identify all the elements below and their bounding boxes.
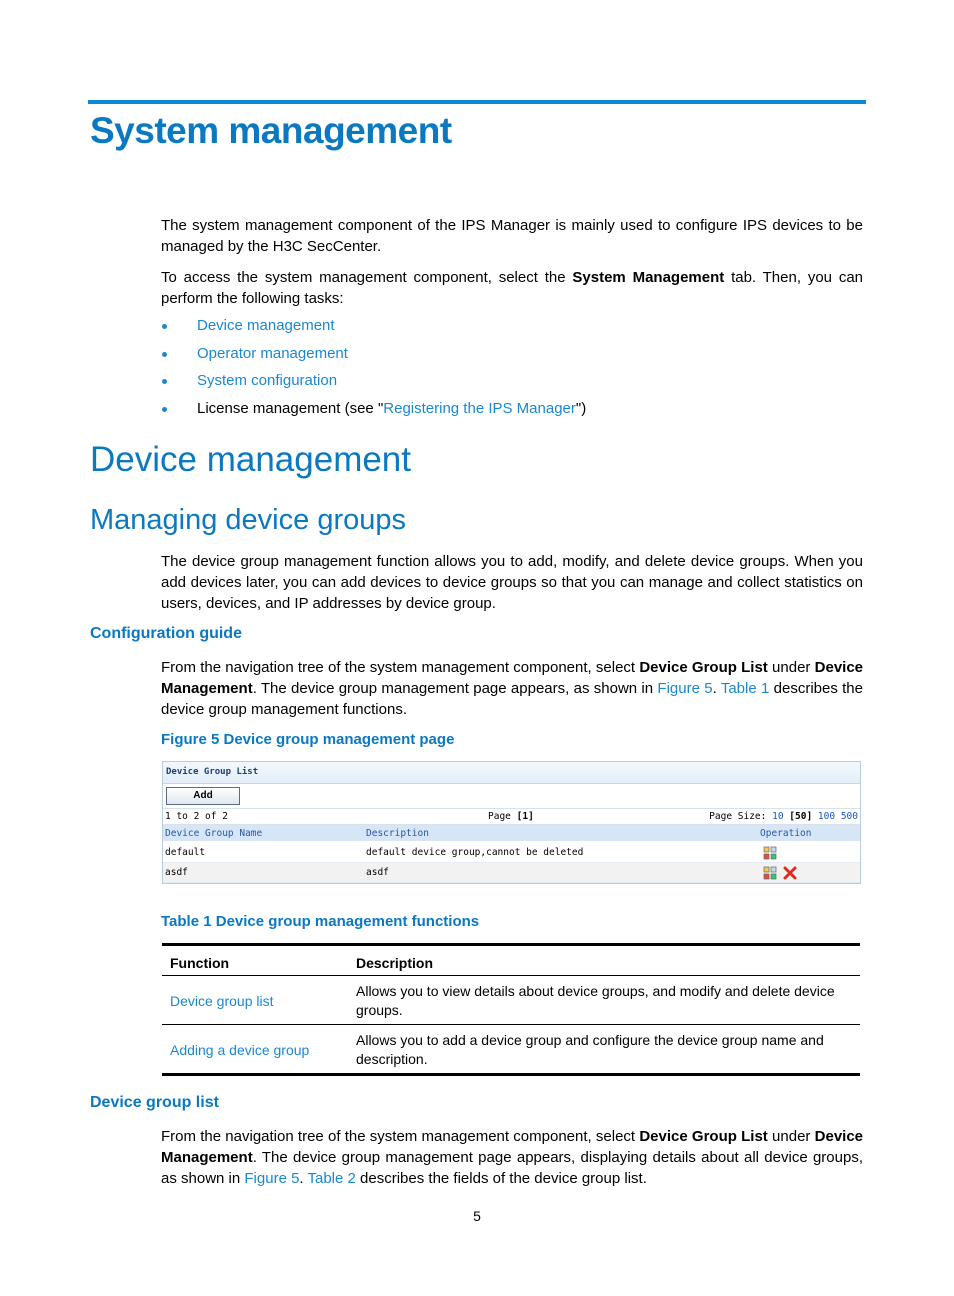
title-rule [88, 100, 866, 104]
modify-icon[interactable] [763, 846, 777, 860]
group-name: default [165, 847, 206, 858]
figure-caption: Figure 5 Device group management page [161, 731, 455, 748]
group-description: default device group,cannot be deleted [366, 847, 584, 858]
functions-table [162, 943, 860, 1076]
pagination-bar [163, 808, 860, 825]
adding-device-group-link[interactable]: Adding a device group [162, 1025, 348, 1075]
page-size-50: [50] [789, 811, 813, 822]
system-configuration-link[interactable]: System configuration [197, 372, 338, 389]
list-item[interactable] [161, 370, 586, 398]
table-1-link[interactable]: Table 1 [720, 680, 770, 697]
modify-icon[interactable] [763, 866, 777, 880]
function-description: Allows you to add a device group and configure the device group name and description. [348, 1025, 860, 1075]
page-size-selector: Page Size: 10 [50] 100 500 [709, 811, 858, 822]
list-item[interactable] [161, 343, 586, 371]
add-button[interactable]: Add [166, 787, 240, 805]
table-row [162, 1025, 860, 1075]
table-caption: Table 1 Device group management functions [161, 913, 480, 930]
figure-5-link[interactable]: Figure 5 [657, 680, 713, 697]
column-header-description: Description [348, 945, 860, 976]
column-header-name[interactable]: Device Group Name [165, 828, 263, 839]
intro-paragraph-2: To access the system management component, select the System Management tab. Then, you can perform the following tasks: [161, 269, 864, 307]
page-size-10[interactable]: 10 [772, 811, 784, 822]
configuration-guide-heading: Configuration guide [90, 625, 242, 642]
column-header-description[interactable]: Description [366, 828, 429, 839]
intro-paragraph-1: The system management component of the IPS Manager is mainly used to configure IPS devices to be managed by the H3C SecCenter. [161, 217, 863, 255]
configuration-guide-paragraph: From the navigation tree of the system management component, select Device Group List under Device Management. The device group management page appears, as shown in Figure 5. Table 1 describes the device group management functions. [161, 659, 864, 718]
table-row [162, 976, 860, 1025]
panel-title: Device Group List [166, 767, 259, 777]
device-group-list-link[interactable]: Device group list [162, 976, 348, 1025]
column-header-operation: Operation [760, 828, 812, 839]
table-row [163, 863, 860, 883]
list-item[interactable] [161, 315, 586, 343]
task-list [161, 315, 586, 425]
device-group-list-heading: Device group list [90, 1094, 219, 1111]
page-size-500[interactable]: 500 [840, 811, 858, 822]
device-group-list-paragraph: From the navigation tree of the system management component, select Device Group List under Device Management. The device group management page appears, displaying details about all device groups, as shown in Figure 5. Table 2 describes the fields of the device group list. [161, 1128, 864, 1187]
device-group-list-screenshot [162, 761, 861, 884]
operator-management-link[interactable]: Operator management [197, 344, 348, 362]
delete-icon[interactable] [783, 866, 797, 880]
table-header-row [162, 945, 860, 976]
table-2-link[interactable]: Table 2 [307, 1170, 356, 1187]
function-description: Allows you to view details about device groups, and modify and delete device groups. [348, 976, 860, 1025]
section-heading-device-management: Device management [90, 440, 411, 479]
page-title: System management [90, 110, 452, 151]
list-item: License management (see "Registering the IPS Manager") [161, 398, 586, 426]
device-management-link[interactable]: Device management [197, 317, 335, 334]
list-header [163, 825, 860, 841]
registering-link[interactable]: Registering the IPS Manager [383, 399, 576, 417]
panel-title-bar [163, 762, 860, 784]
section-heading-managing-device-groups: Managing device groups [90, 504, 406, 536]
page-size-100[interactable]: 100 [817, 811, 836, 822]
record-count: 1 to 2 of 2 [165, 811, 228, 822]
page-number: 5 [473, 1208, 481, 1224]
table-row [163, 843, 860, 863]
group-name: asdf [165, 867, 188, 878]
device-groups-paragraph: The device group management function allows you to add, modify, and delete device groups. When you add devices later, you can add devices to device groups so that you can manage and collect statistics on users, devices, and IP addresses by device group. [161, 553, 863, 612]
group-description: asdf [366, 867, 389, 878]
figure-5-link[interactable]: Figure 5 [244, 1170, 300, 1187]
page-indicator: Page [1] [488, 811, 534, 822]
column-header-function: Function [162, 945, 348, 976]
